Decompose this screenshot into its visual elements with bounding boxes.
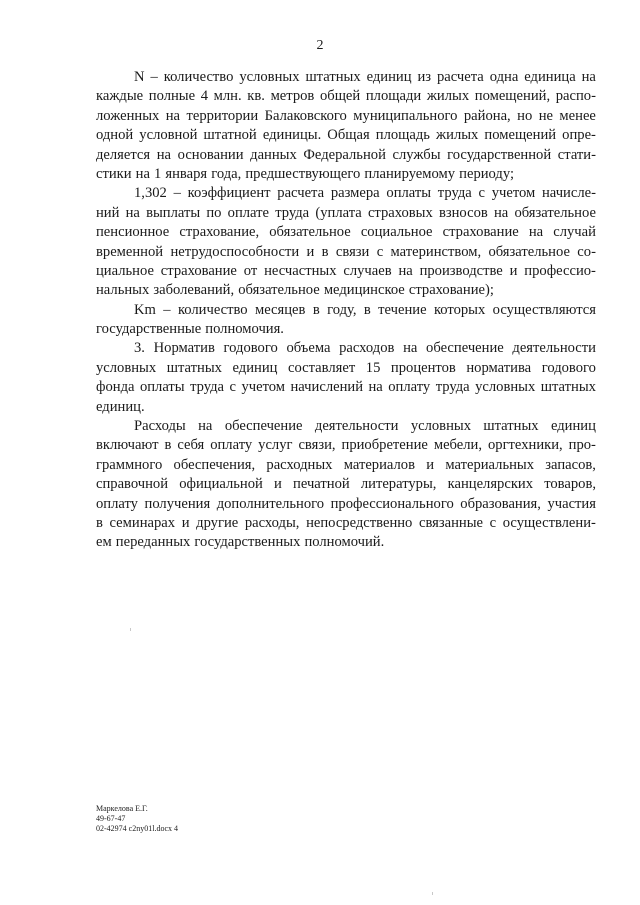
document-body	[96, 68, 596, 553]
paragraph	[96, 339, 596, 417]
text-line: ем переданных государственных полномочий.	[96, 534, 385, 551]
paragraph	[96, 301, 596, 340]
footer-phone: 49-67-47	[96, 814, 126, 823]
text-line: деляется на основании данных Федеральной службы государственной стати-	[96, 146, 596, 163]
text-line: включают в себя оплату услуг связи, приобретение мебели, оргтехники, про-	[96, 437, 596, 454]
text-line: единиц.	[96, 398, 145, 415]
text-line: Расходы на обеспечение деятельности условных штатных единиц	[134, 418, 596, 435]
text-line: оплату получения дополнительного профессионального образования, участия	[96, 495, 596, 512]
footer-author: Маркелова Е.Г.	[96, 804, 148, 813]
text-line: пенсионное страхование, обязательное социальное страхование на случай	[96, 224, 596, 241]
scan-speck	[432, 892, 433, 895]
paragraph	[96, 417, 596, 553]
footer-file-reference: 02-42974 c2ny01l.docx 4	[96, 824, 178, 833]
paragraph	[96, 68, 596, 184]
text-line: государственные полномочия.	[96, 321, 284, 338]
paragraph	[96, 184, 596, 300]
text-line: нальных заболеваний, обязательное медицинское страхование);	[96, 282, 494, 299]
text-line: Km – количество месяцев в году, в течение которых осуществляются	[134, 301, 596, 318]
text-line: 1,302 – коэффициент расчета размера оплаты труда с учетом начисле-	[134, 185, 596, 202]
scan-speck	[130, 628, 131, 631]
text-line: временной нетрудоспособности и в связи с материнством, обязательное со-	[96, 243, 596, 260]
text-line: N – количество условных штатных единиц из расчета одна единица на	[134, 69, 596, 85]
text-line: ний на выплаты по оплате труда (уплата страховых взносов на обязательное	[96, 204, 596, 221]
text-line: 3. Норматив годового объема расходов на обеспечение деятельности	[134, 340, 596, 357]
text-line: в семинарах и другие расходы, непосредственно связанные с осуществлени-	[96, 514, 596, 531]
text-line: условных штатных единиц составляет 15 процентов норматива годового	[96, 359, 596, 376]
text-line: каждые полные 4 млн. кв. метров общей площади жилых помещений, распо-	[96, 88, 596, 105]
text-line: одной условной штатной единицы. Общая площадь жилых помещений опре-	[96, 127, 596, 144]
text-line: стики на 1 января года, предшествующего планируемому периоду;	[96, 165, 515, 182]
document-footer	[96, 804, 178, 834]
page-number: 2	[316, 38, 324, 53]
text-line: циальное страхование от несчастных случаев на производстве и профессио-	[96, 262, 596, 279]
text-line: ложенных на территории Балаковского муниципального района, но не менее	[96, 107, 596, 124]
text-line: фонда оплаты труда с учетом начислений на оплату труда условных штатных	[96, 379, 596, 396]
text-line: справочной официальной и печатной литературы, канцелярских товаров,	[96, 476, 596, 493]
text-line: граммного обеспечения, расходных материалов и материальных запасов,	[96, 456, 596, 473]
